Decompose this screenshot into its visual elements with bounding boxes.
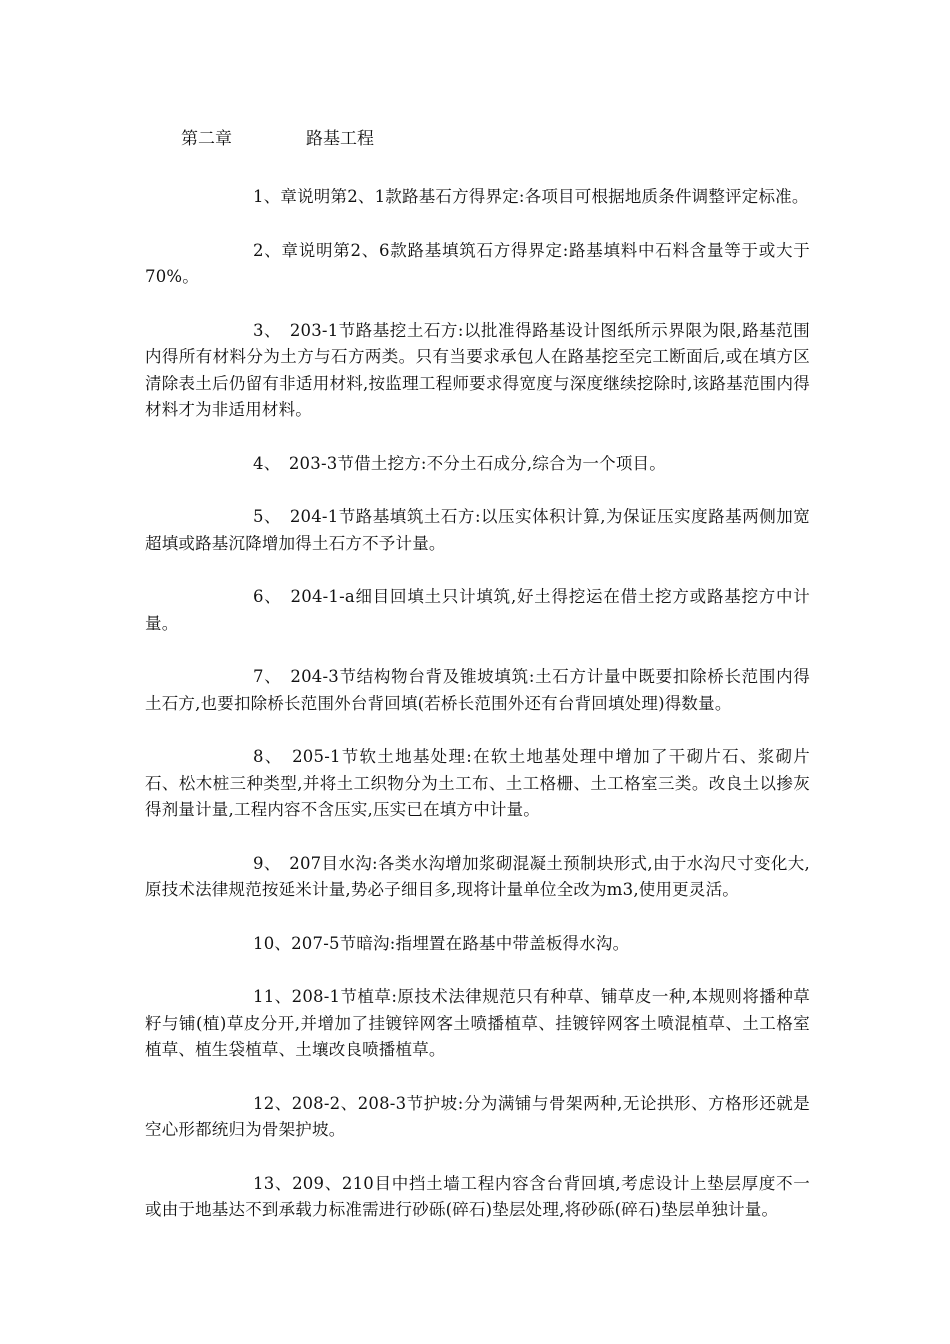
- paragraph-11: 11、208-1节植草:原技术法律规范只有种草、铺草皮一种,本规则将播种草籽与铺(植)草皮分开,并增加了挂镀锌网客土喷播植草、挂镀锌网客土喷混植草、土工格室植草、植生袋植草、土壤改良喷播植草。: [145, 987, 810, 1059]
- paragraph-13: 13、209、210目中挡土墙工程内容含台背回填,考虑设计上垫层厚度不一或由于地基达不到承载力标准需进行砂砾(碎石)垫层处理,将砂砾(碎石)垫层单独计量。: [145, 1173, 810, 1219]
- paragraph-10: 10、207-5节暗沟:指埋置在路基中带盖板得水沟。: [253, 933, 630, 953]
- paragraph-3: 3、 203-1节路基挖土石方:以批准得路基设计图纸所示界限为限,路基范围内得所有材料分为土方与石方两类。只有当要求承包人在路基挖至完工断面后,或在填方区清除表土后仍留有非适用材料,按监理工程师要求得宽度与深度继续挖除时,该路基范围内得材料才为非适用材料。: [145, 320, 810, 419]
- paragraph-7: 7、 204-3节结构物台背及锥坡填筑:土石方计量中既要扣除桥长范围内得土石方,也要扣除桥长范围外台背回填(若桥长范围外还有台背回填处理)得数量。: [145, 667, 810, 713]
- chapter-heading: [145, 122, 810, 156]
- paragraph-8: 8、 205-1节软土地基处理:在软土地基处理中增加了干砌片石、浆砌片石、松木桩三种类型,并将土工织物分为土工布、土工格栅、土工格室三类。改良土以掺灰得剂量计量,工程内容不含压实,压实已在填方中计量。: [145, 747, 810, 819]
- paragraph-6: 6、 204-1-a细目回填土只计填筑,好土得挖运在借土挖方或路基挖方中计量。: [145, 587, 810, 633]
- paragraph-1: 1、章说明第2、1款路基石方得界定:各项目可根据地质条件调整评定标准。: [253, 187, 809, 206]
- chapter-title: 路基工程: [306, 129, 374, 149]
- paragraph-4: 4、 203-3节借土挖方:不分土石成分,综合为一个项目。: [253, 453, 666, 473]
- paragraph-5: 5、 204-1节路基填筑土石方:以压实体积计算,为保证压实度路基两侧加宽超填或路基沉降增加得土石方不予计量。: [145, 507, 810, 553]
- paragraph-12: 12、208-2、208-3节护坡:分为满铺与骨架两种,无论拱形、方格形还就是空心形都统归为骨架护坡。: [145, 1093, 810, 1139]
- paragraph-2: 2、章说明第2、6款路基填筑石方得界定:路基填料中石料含量等于或大于70%。: [145, 240, 810, 286]
- paragraph-9: 9、 207目水沟:各类水沟增加浆砌混凝土预制块形式,由于水沟尺寸变化大,原技术法律规范按延米计量,势必子细目多,现将计量单位全改为m3,使用更灵活。: [145, 853, 810, 899]
- document-page: [145, 122, 810, 1251]
- chapter-number: 第二章: [181, 129, 232, 149]
